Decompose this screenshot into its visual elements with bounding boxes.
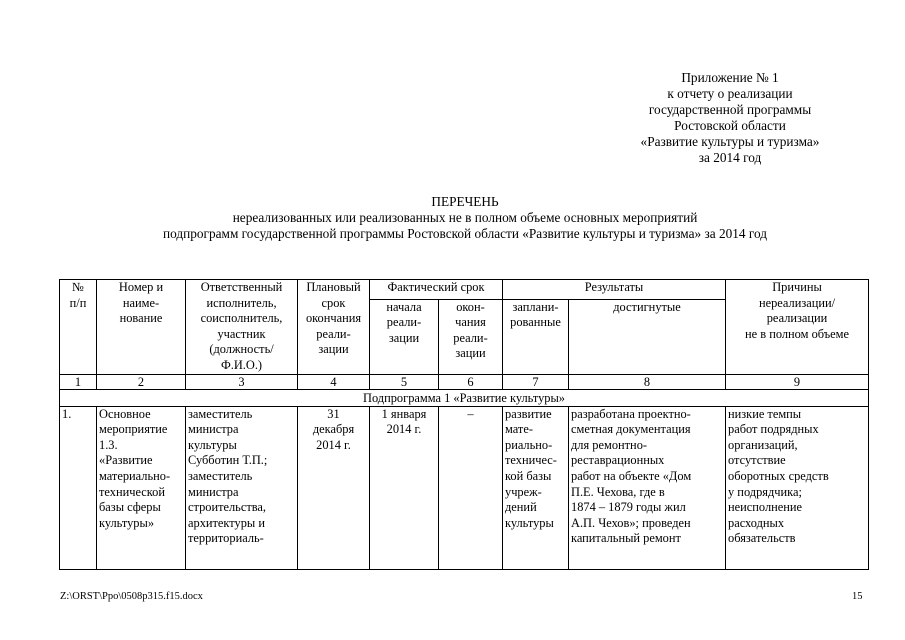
cell-line: зации — [318, 342, 349, 357]
cell-line: соисполнитель, — [200, 311, 283, 326]
cell-line: у подрядчика; — [728, 484, 802, 499]
cell-line: мероприятие — [99, 422, 168, 437]
document-subtitle-line1: нереализованных или реализованных не в полном объеме основных мероприятий — [232, 210, 698, 225]
cell-line: организаций, — [728, 437, 798, 452]
cell-line: срок — [321, 295, 346, 310]
cell-line: начала — [386, 299, 422, 314]
appendix-line: Ростовской области — [674, 118, 786, 133]
cell-line: министра — [188, 422, 239, 437]
column-number: 8 — [569, 374, 726, 389]
cell-line: 2014 г. — [386, 422, 422, 437]
cell-line: реставрационных — [571, 453, 665, 468]
cell-line: Ответственный — [200, 280, 283, 294]
cell-line: рованные — [510, 315, 561, 330]
cell-line: заплани- — [512, 299, 559, 314]
column-number: 6 — [439, 374, 503, 389]
cell-line: культуры — [505, 515, 554, 530]
cell-line: «Развитие — [99, 453, 153, 468]
cell-line: развитие — [505, 406, 552, 421]
cell-line: обязательств — [728, 531, 796, 546]
column-number: 1 — [60, 374, 97, 389]
document-heading — [60, 194, 870, 242]
cell-line: декабря — [312, 422, 355, 437]
cell-line: зации — [388, 330, 420, 345]
cell-line: реали- — [453, 330, 488, 345]
cell-line: п/п — [69, 295, 87, 310]
cell-line: территориаль- — [188, 531, 264, 546]
cell-line: оборотных средств — [728, 468, 829, 483]
cell-line: заместитель — [188, 406, 253, 421]
cell-line: низкие темпы — [728, 406, 802, 421]
cell-line: работ на объекте «Дом — [571, 468, 692, 483]
cell-line: наиме- — [122, 295, 160, 310]
cell-line: нереализации/ — [758, 295, 836, 310]
row-planned-deadline — [298, 406, 370, 569]
cell-line: архитектуры и — [188, 515, 265, 530]
cell-line: реали- — [386, 315, 422, 330]
cell-line: базы сферы — [99, 500, 161, 515]
column-number-row — [60, 374, 869, 389]
cell-line: реализации — [766, 311, 828, 326]
cell-line: исполнитель, — [206, 295, 277, 310]
appendix-line: «Развитие культуры и туризма» — [640, 134, 820, 149]
header-reasons — [726, 280, 869, 375]
column-number: 7 — [503, 374, 569, 389]
appendix-line: к отчету о реализации — [667, 86, 793, 101]
cell-line: 1.3. — [99, 437, 118, 452]
row-num: 1. — [60, 406, 97, 569]
cell-line: зации — [455, 346, 486, 361]
appendix-line: государственной программы — [648, 102, 812, 117]
cell-line: строительства, — [188, 500, 267, 515]
cell-line: разработана проектно- — [571, 406, 691, 421]
cell-line: Плановый — [306, 280, 361, 294]
cell-line: расходных — [728, 515, 785, 530]
cell-line: не в полном объеме — [745, 326, 850, 341]
row-actual-start — [370, 406, 439, 569]
cell-line: Причины — [772, 280, 822, 294]
column-number: 3 — [186, 374, 298, 389]
header-results-planned — [503, 299, 569, 374]
cell-line: культуры» — [99, 515, 155, 530]
table-row — [60, 406, 869, 569]
header-num — [60, 280, 97, 375]
row-responsible — [186, 406, 298, 569]
activities-table — [59, 279, 869, 570]
subprogram-row — [60, 389, 869, 406]
cell-line: для ремонтно- — [571, 437, 648, 452]
header-actual-start — [370, 299, 439, 374]
cell-line: кой базы — [505, 468, 552, 483]
cell-line: 2014 г. — [316, 437, 351, 452]
header-row-1 — [60, 280, 869, 300]
cell-line: окон- — [456, 299, 485, 314]
subprogram-title: Подпрограмма 1 «Развитие культуры» — [60, 389, 869, 406]
column-number: 5 — [370, 374, 439, 389]
header-results: Результаты — [503, 280, 726, 300]
column-number: 9 — [726, 374, 869, 389]
header-results-achieved: достигнутые — [569, 299, 726, 374]
cell-line: материально- — [99, 468, 171, 483]
cell-line: А.П. Чехов»; проведен — [571, 515, 691, 530]
cell-line: (должность/ — [209, 342, 274, 357]
cell-line: № — [72, 280, 84, 294]
cell-line: культуры — [188, 437, 237, 452]
cell-line: Ф.И.О.) — [220, 357, 263, 372]
cell-line: технической — [99, 484, 165, 499]
cell-line: Субботин Т.П.; — [188, 453, 268, 468]
cell-line: 1 января — [381, 406, 427, 421]
header-name — [97, 280, 186, 375]
cell-line: реали- — [316, 326, 351, 341]
row-name — [97, 406, 186, 569]
row-actual-end: – — [439, 406, 503, 569]
cell-line: капитальный ремонт — [571, 531, 681, 546]
document-title: ПЕРЕЧЕНЬ — [431, 194, 499, 209]
header-actual-end — [439, 299, 503, 374]
cell-line: нование — [119, 311, 163, 326]
row-reasons — [726, 406, 869, 569]
cell-line: техничес- — [505, 453, 557, 468]
header-planned-deadline — [298, 280, 370, 375]
row-results-planned — [503, 406, 569, 569]
appendix-block — [600, 70, 860, 166]
row-results-achieved — [569, 406, 726, 569]
cell-line: министра — [188, 484, 239, 499]
cell-line: участник — [217, 326, 266, 341]
header-responsible — [186, 280, 298, 375]
footer-file-path: Z:\ORST\Ppo\0508p315.f15.docx — [60, 591, 203, 602]
header-actual-period: Фактический срок — [370, 280, 503, 300]
document-subtitle-line2: подпрограмм государственной программы Ростовской области «Развитие культуры и туризма» за 2014 год — [162, 226, 768, 241]
cell-line: Номер и — [118, 280, 164, 294]
cell-line: неисполнение — [728, 500, 803, 515]
cell-line: мате- — [505, 422, 533, 437]
cell-line: работ подрядных — [728, 422, 819, 437]
cell-line: окончания — [305, 311, 362, 326]
cell-line: дений — [505, 500, 537, 515]
cell-line: сметная документация — [571, 422, 691, 437]
cell-line: риально- — [505, 437, 553, 452]
cell-line: 1874 – 1879 годы жил — [571, 500, 686, 515]
cell-line: П.Е. Чехова, где в — [571, 484, 665, 499]
footer-page-number: 15 — [852, 591, 863, 602]
appendix-line: за 2014 год — [698, 150, 762, 165]
column-number: 4 — [298, 374, 370, 389]
cell-line: Основное — [99, 406, 151, 421]
cell-line: чания — [455, 315, 486, 330]
appendix-line: Приложение № 1 — [681, 70, 779, 85]
column-number: 2 — [97, 374, 186, 389]
cell-line: отсутствие — [728, 453, 786, 468]
cell-line: учреж- — [505, 484, 542, 499]
cell-line: 31 — [327, 406, 340, 421]
cell-line: заместитель — [188, 468, 253, 483]
